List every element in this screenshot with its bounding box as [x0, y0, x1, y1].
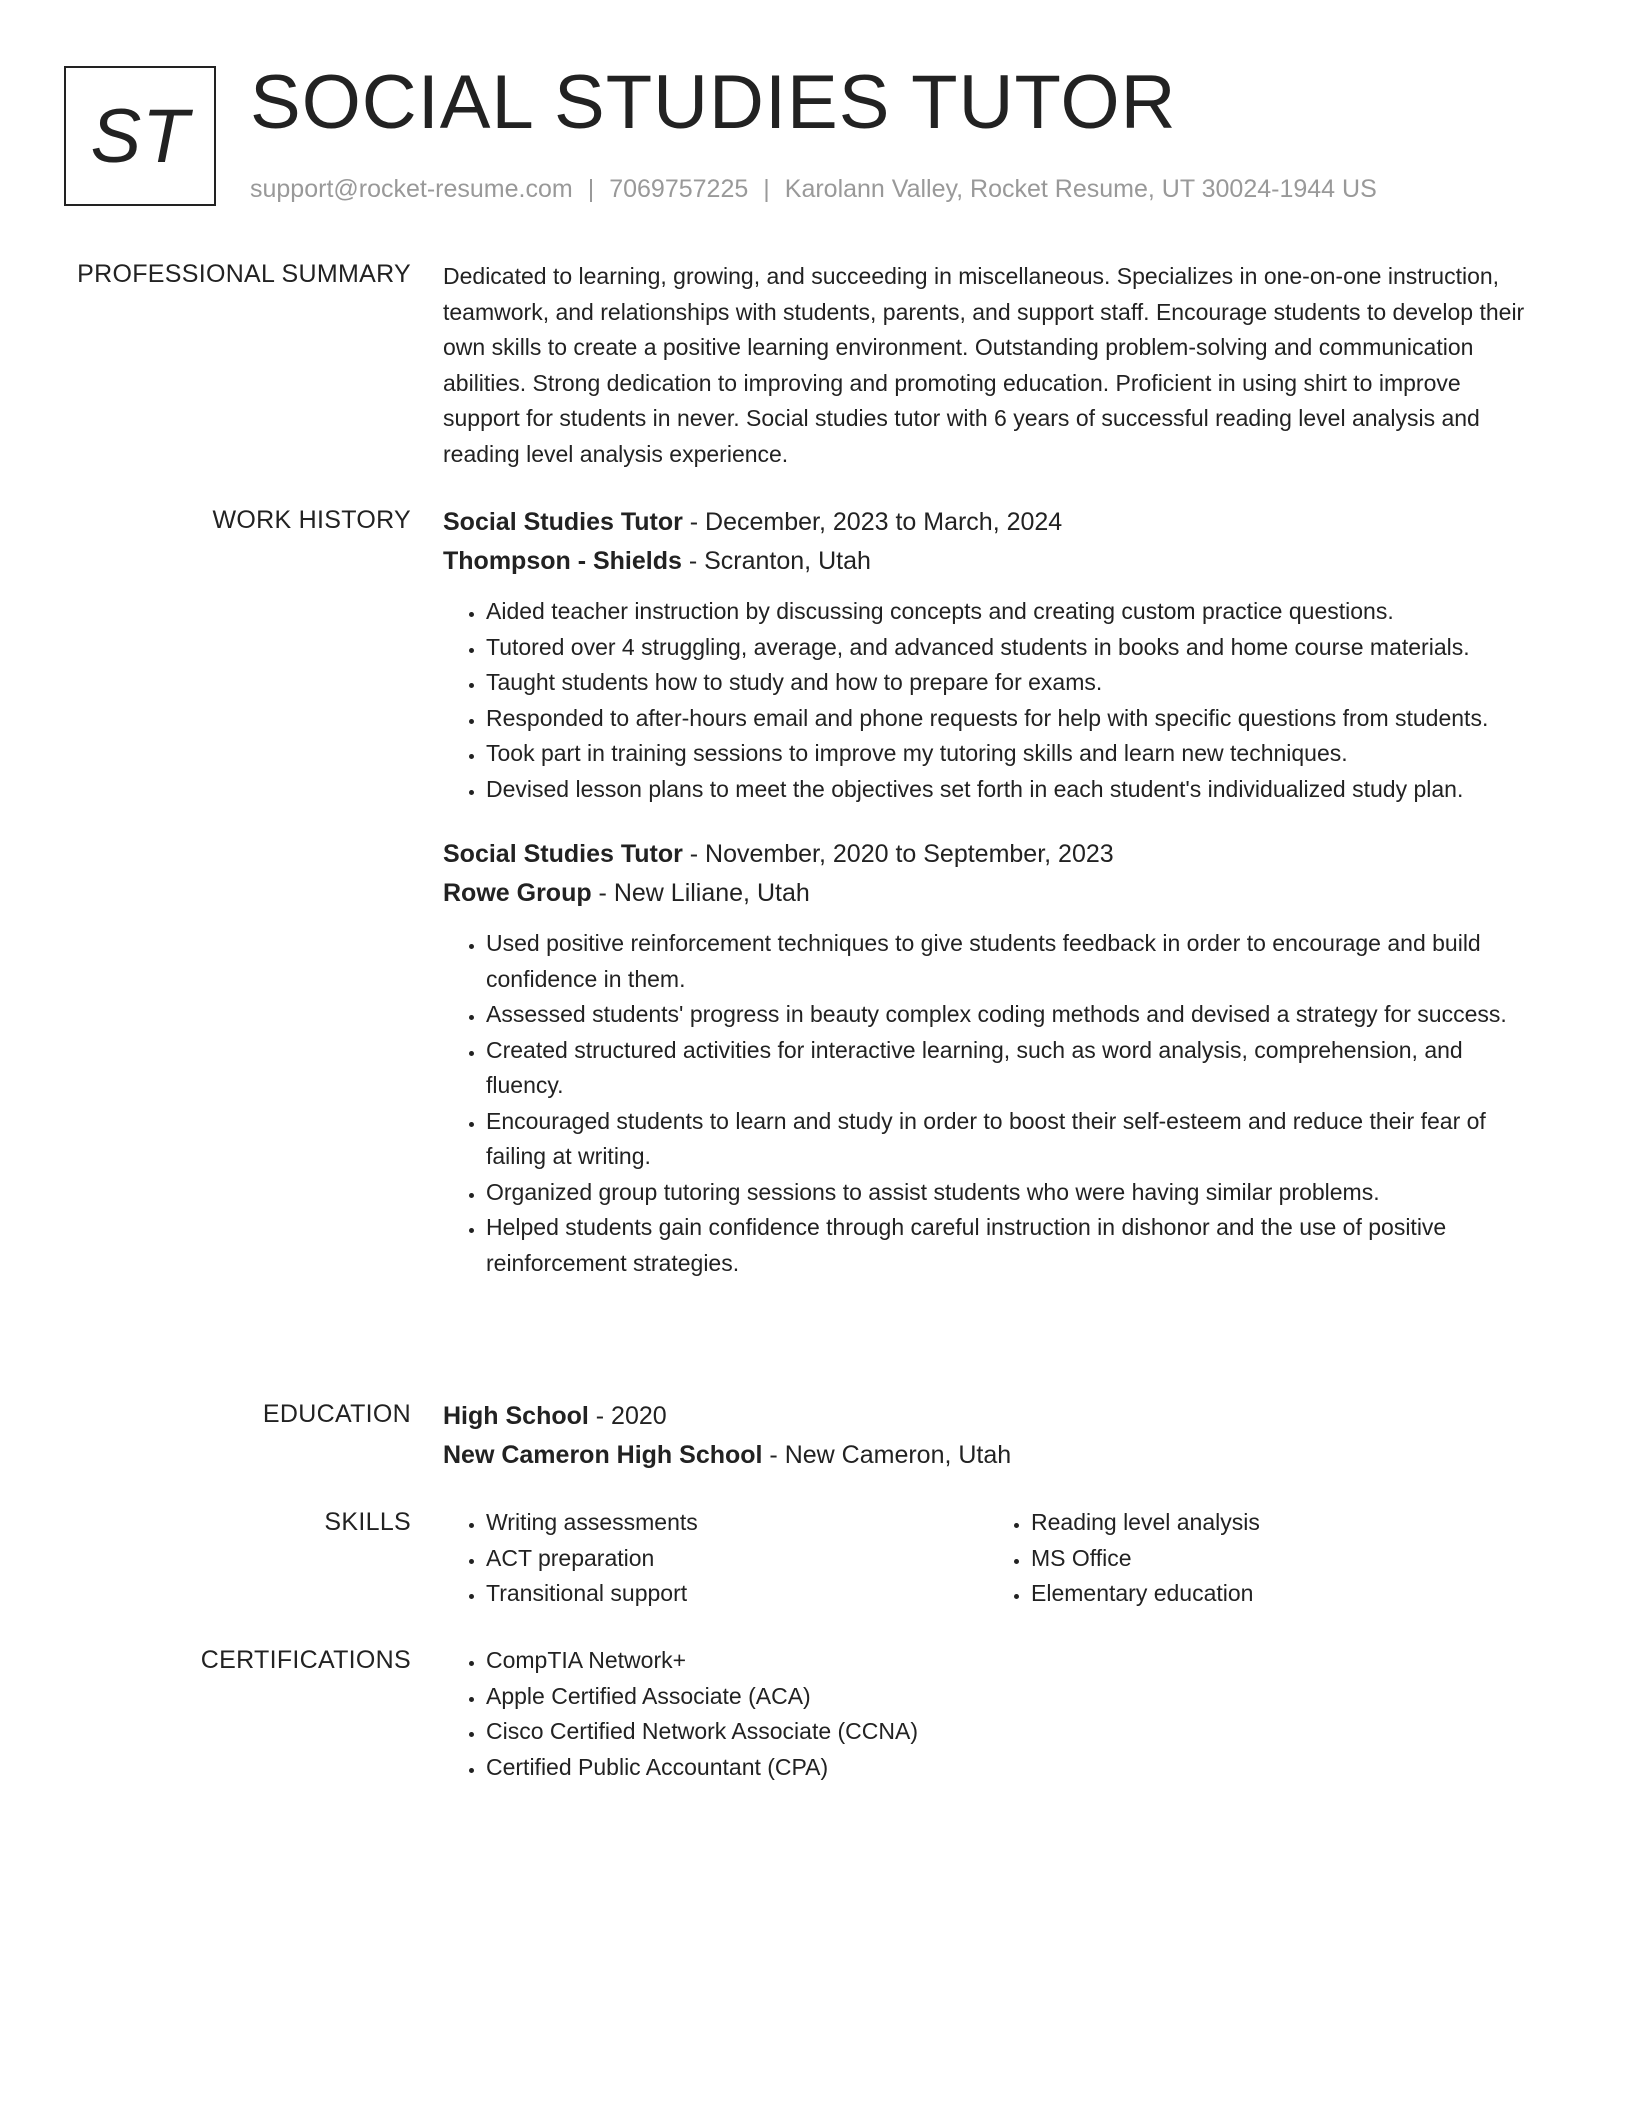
contact-email[interactable]: support@rocket-resume.com	[250, 175, 573, 203]
education-degree-line	[443, 1397, 1543, 1436]
job-bullet: • Organized group tutoring sessions to assist students who were having similar problems.	[486, 1175, 1543, 1211]
skills-column-left	[443, 1505, 988, 1612]
job-bullet: • Tutored over 4 struggling, average, and advanced students in books and home course materials.	[486, 630, 1543, 666]
job-company-line	[443, 874, 1543, 913]
skills-column-right	[988, 1505, 1533, 1612]
skill-item: • Transitional support	[486, 1576, 988, 1612]
job-location: - Scranton, Utah	[681, 547, 871, 575]
job-company-line	[443, 542, 1543, 581]
job-bullets	[443, 926, 1543, 1281]
job-bullet: • Took part in training sessions to improve my tutoring skills and learn new techniques.	[486, 736, 1543, 772]
certification-item: • Apple Certified Associate (ACA)	[486, 1679, 1543, 1715]
section-label-summary: PROFESSIONAL SUMMARY	[77, 260, 411, 288]
job-dates: - December, 2023 to March, 2024	[682, 508, 1063, 536]
job-company: Thompson - Shields	[443, 547, 682, 575]
job-title: Social Studies Tutor	[443, 840, 683, 868]
contact-phone[interactable]: 7069757225	[609, 175, 749, 203]
education-school: New Cameron High School	[443, 1441, 763, 1469]
job-bullet: • Helped students gain confidence through careful instruction in dishonor and the use of positive reinforcement strategies.	[486, 1210, 1543, 1281]
education-school-line	[443, 1436, 1543, 1475]
certification-item: • Cisco Certified Network Associate (CCNA)	[486, 1714, 1543, 1750]
job-bullet: • Encouraged students to learn and study in order to boost their self-esteem and reduce their fear of failing at writing.	[486, 1104, 1543, 1175]
job-company: Rowe Group	[443, 879, 592, 907]
job-bullet: • Responded to after-hours email and phone requests for help with specific questions from students.	[486, 701, 1543, 737]
certification-item: • CompTIA Network+	[486, 1643, 1543, 1679]
resume-name: SOCIAL STUDIES TUTOR	[250, 60, 1177, 145]
skill-item: • ACT preparation	[486, 1541, 988, 1577]
section-label-work-history: WORK HISTORY	[212, 506, 411, 534]
job-title-line	[443, 835, 1543, 874]
job-location: - New Liliane, Utah	[591, 879, 810, 907]
skill-item: • MS Office	[1031, 1541, 1533, 1577]
contact-separator: |	[587, 175, 595, 203]
certifications-body	[443, 1643, 1543, 1785]
job-title: Social Studies Tutor	[443, 508, 683, 536]
summary-text: Dedicated to learning, growing, and succeeding in miscellaneous. Specializes in one-on-one instruction, teamwork, and relationships with students, parents, and support staff. Encourage students to develop their own skills to create a positive learning environment. Outstanding problem-solving and communication abilities. Strong dedication to improving and promoting education. Proficient in using shirt to improve support for students in never. Social studies tutor with 6 years of successful reading level analysis and reading level analysis experience.	[443, 263, 1525, 467]
contact-separator: |	[763, 175, 770, 203]
contact-line	[250, 172, 1377, 206]
job-bullet: • Created structured activities for interactive learning, such as word analysis, comprehension, and fluency.	[486, 1033, 1543, 1104]
job-entry	[443, 503, 1543, 807]
monogram-initials: ST	[90, 93, 190, 179]
job-bullet: • Assessed students' progress in beauty complex coding methods and devised a strategy for success.	[486, 997, 1543, 1033]
skill-item: • Reading level analysis	[1031, 1505, 1533, 1541]
education-degree: High School	[443, 1402, 589, 1430]
summary-body	[443, 257, 1543, 472]
job-dates: - November, 2020 to September, 2023	[682, 840, 1114, 868]
education-year: - 2020	[588, 1402, 667, 1430]
job-bullet: • Taught students how to study and how to prepare for exams.	[486, 665, 1543, 701]
skills-list-right	[988, 1505, 1533, 1612]
job-bullet: • Aided teacher instruction by discussing concepts and creating custom practice questions.	[486, 594, 1543, 630]
education-location: - New Cameron, Utah	[762, 1441, 1012, 1469]
section-label-certifications: CERTIFICATIONS	[200, 1646, 411, 1674]
work-history-body	[443, 503, 1543, 1281]
education-body	[443, 1397, 1543, 1475]
monogram-box	[64, 66, 216, 206]
job-bullet: • Used positive reinforcement techniques to give students feedback in order to encourage and build confidence in them.	[486, 926, 1543, 997]
job-entry	[443, 835, 1543, 1281]
skills-list-left	[443, 1505, 988, 1612]
skills-grid	[443, 1505, 1543, 1612]
skills-body	[443, 1505, 1543, 1612]
skill-item: • Writing assessments	[486, 1505, 988, 1541]
skill-item: • Elementary education	[1031, 1576, 1533, 1612]
job-bullets	[443, 594, 1543, 807]
certifications-list	[443, 1643, 1543, 1785]
job-title-line	[443, 503, 1543, 542]
section-label-education: EDUCATION	[262, 1400, 411, 1428]
certification-item: • Certified Public Accountant (CPA)	[486, 1750, 1543, 1786]
job-bullet: • Devised lesson plans to meet the objectives set forth in each student's individualized study plan.	[486, 772, 1543, 808]
contact-address: Karolann Valley, Rocket Resume, UT 30024-1944 US	[784, 175, 1377, 203]
section-label-skills: SKILLS	[324, 1508, 411, 1536]
